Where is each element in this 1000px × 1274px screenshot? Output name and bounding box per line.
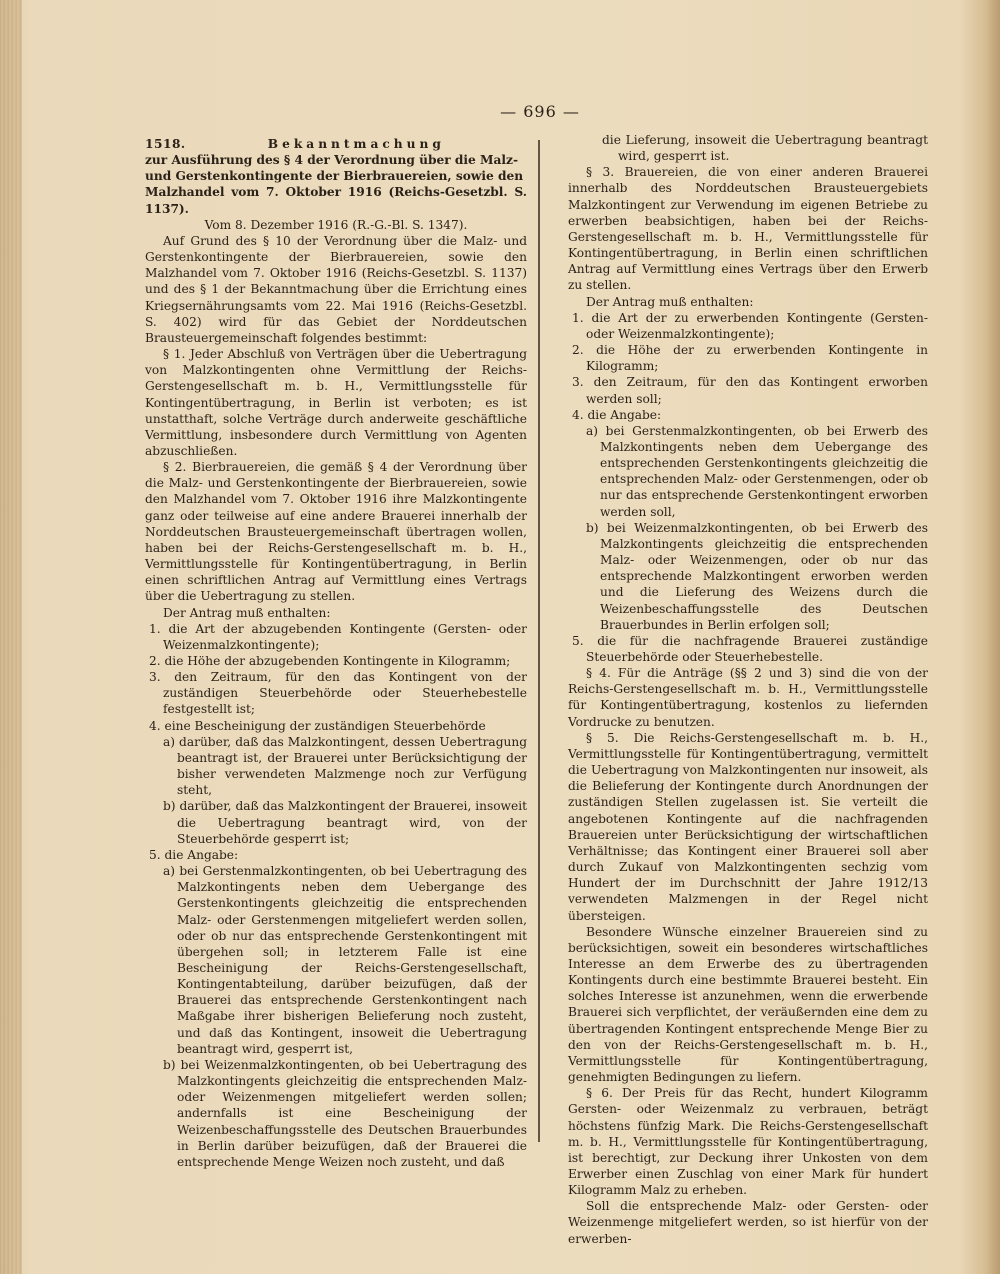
paragraph: 2. die Höhe der abzugebenden Kontingente in Kilogramm; [149, 654, 511, 668]
book-page-edges [0, 0, 22, 1274]
paragraph: b) darüber, daß das Malzkontingent der Brauerei, insoweit die Uebertragung beantragt wird, von der Steuerbehörde gesperrt ist; [163, 799, 527, 846]
paragraph: § 4. Für die Anträge (§§ 2 und 3) sind die von der Reichs-Gerstengesellschaft m. b. H., Vermittlungsstelle für Kontingentübertragung, kostenlos zu liefernden Vordrucke zu benutzen. [568, 666, 928, 729]
paragraph: die Lieferung, insoweit die Uebertragung beantragt wird, gesperrt ist. [602, 133, 928, 164]
heading [145, 136, 527, 152]
paragraph: § 1. Jeder Abschluß von Verträgen über die Uebertragung von Malzkontingenten ohne Vermittlung der Reichs-Gerstengesellschaft m. b. H., Vermittlungsstelle für Kontingentübertragung, in Berlin ist verboten; es ist unstatthaft, solche Verträge durch anderweite geschäftliche Vermittlung, insbesondere durch Vermittlung von Agenten abzuschließen. [145, 347, 527, 458]
heading-number: 1518. [145, 137, 186, 151]
paragraph: Auf Grund des § 10 der Verordnung über die Malz- und Gerstenkontingente der Bierbrauereien, sowie den Malzhandel vom 7. Oktober 1916 (Reichs-Gesetzbl. S. 1137) und des § 1 der Bekanntmachung über die Errichtung eines Kriegsernährungsamts vom 22. Mai 1916 (Reichs-Gesetzbl. S. 402) wird für das Gebiet der Norddeutschen Brausteuergemeinschaft folgendes bestimmt: [145, 233, 527, 345]
paragraph: § 5. Die Reichs-Gerstengesellschaft m. b. H., Vermittlungsstelle für Kontingentübertragung, vermittelt die Uebertragung von Malzkontingenten nur insoweit, als die Belieferung der Kontingente durch Anordnungen der zuständigen Stellen zugelassen ist. Sie verteilt die angebotenen Kontingente auf die nachfragenden Brauereien unter Berücksichtigung der wirtschaftlichen Verhältnisse; das Kontingent einer Brauerei soll aber durch Zukauf von Malzkontingenten sechzig vom Hundert der im Durchschnitt der Jahre 1912/13 verwendeten Malzmengen in der Regel nicht übersteigen. [568, 730, 928, 923]
page-number: — 696 — [500, 102, 580, 121]
right-column [568, 132, 928, 1247]
paragraph: Besondere Wünsche einzelner Brauereien sind zu berücksichtigen, soweit ein besonderes wirtschaftliches Interesse an dem Erwerbe des zu übertragenden Kontingents durch eine bestimmte Brauerei besteht. Ein solches Interesse ist anzunehmen, wenn die erwerbende Brauerei sich verpflichtet, der veräußernden eine dem zu übertragenden Kontingent entsprechende Menge Bier zu den von der Reichs-Gerstengesellschaft m. b. H., Vermittlungsstelle für Kontingentübertragung, genehmigten Bedingungen zu liefern. [568, 924, 928, 1085]
paragraph: 3. den Zeitraum, für den das Kontingent von der zuständigen Steuerbehörde oder Steuerhebestelle festgestellt ist; [149, 670, 527, 717]
left-body [145, 233, 527, 1170]
paragraph: a) bei Gerstenmalzkontingenten, ob bei Uebertragung des Malzkontingents neben dem Uebergange des Gerstenkontingents gleichzeitig die entsprechenden Malz- oder Gerstenmengen mitgeliefert werden sollen, oder ob nur das entsprechende Gerstenkontingent mit übergehen soll; in letzterem Falle ist eine Bescheinigung der Reichs-Gerstengesellschaft, Kontingentabteilung, darüber beizufügen, daß der Brauerei das entsprechende Gerstenkontingent nach Maßgabe ihrer bisherigen Belieferung noch zusteht, und daß das Kontingent, insoweit die Uebertragung beantragt wird, gesperrt ist, [163, 864, 527, 1056]
paragraph: b) bei Weizenmalzkontingenten, ob bei Uebertragung des Malzkontingents gleichzeitig die entsprechenden Malz- oder Weizenmengen mitgeliefert werden sollen; andernfalls ist eine Bescheinigung der Weizenbeschaffungsstelle des Deutschen Brauerbundes in Berlin darüber beizufügen, daß der Brauerei die entsprechende Menge Weizen noch zusteht, und daß [163, 1057, 527, 1169]
subtitle-line: Malzhandel vom 7. Oktober 1916 (Reichs-Gesetzbl. S. 1137). [145, 185, 527, 216]
paragraph: a) darüber, daß das Malzkontingent, dessen Uebertragung beantragt ist, der Brauerei unter Berücksichtigung der bisher verwendeten Malzmenge noch zur Verfügung steht, [163, 734, 527, 798]
paragraph: § 3. Brauereien, die von einer anderen Brauerei innerhalb des Norddeutschen Brausteuergebiets Malzkontingent zur Verwendung im eigenen Betriebe zu erwerben beabsichtigen, haben bei der Reichs-Gerstengesellschaft m. b. H., Vermittlungsstelle für Kontingentübertragung, in Berlin einen schriftlichen Antrag auf Vermittlung eines Vertrags über den Erwerb zu stellen. [568, 165, 928, 293]
paragraph: § 6. Der Preis für das Recht, hundert Kilogramm Gersten- oder Weizenmalz zu verbrauen, beträgt höchstens fünfzig Mark. Die Reichs-Gerstengesellschaft m. b. H., Vermittlungsstelle für Kontingentübertragung, ist berechtigt, zur Deckung ihrer Unkosten von dem Erwerber einen Zuschlag von einer Mark für hundert Kilogramm Malz zu erheben. [568, 1086, 928, 1198]
paragraph: 5. die Angabe: [149, 847, 239, 862]
paragraph: 3. den Zeitraum, für den das Kontingent erworben werden soll; [572, 375, 928, 406]
paragraph: 2. die Höhe der zu erwerbenden Kontingente in Kilogramm; [572, 343, 928, 374]
paragraph: b) bei Weizenmalzkontingenten, ob bei Erwerb des Malzkontingents gleichzeitig die entsprechenden Malz- oder Weizenmengen, oder ob nur das entsprechende Malzkontingent erworben werden und die Lieferung des Weizens durch die Weizenbeschaffungsstelle des Deutschen Brauerbundes in Berlin erfolgen soll; [586, 520, 928, 632]
left-column [145, 136, 527, 1170]
right-body [568, 132, 928, 1247]
column-divider [538, 140, 540, 1142]
subtitle-line: und Gerstenkontingente der Bierbrauereien, sowie den [145, 169, 524, 184]
paragraph: 5. die für die nachfragende Brauerei zuständige Steuerbehörde oder Steuerhebestelle. [572, 633, 928, 664]
paragraph: Der Antrag muß enthalten: [586, 294, 754, 309]
date-line: Vom 8. Dezember 1916 (R.-G.-Bl. S. 1347). [204, 217, 468, 232]
subtitle-line: zur Ausführung des § 4 der Verordnung über die Malz- [145, 153, 519, 168]
paragraph: 4. die Angabe: [572, 407, 662, 422]
paragraph: Der Antrag muß enthalten: [163, 605, 331, 620]
paragraph: 1. die Art der abzugebenden Kontingente (Gersten- oder Weizenmalzkontingente); [149, 621, 527, 652]
paragraph: 1. die Art der zu erwerbenden Kontingente (Gersten- oder Weizenmalzkontingente); [572, 310, 928, 341]
paragraph: § 2. Bierbrauereien, die gemäß § 4 der Verordnung über die Malz- und Gerstenkontingente der Bierbrauereien, sowie den Malzhandel vom 7. Oktober 1916 ihre Malzkontingente ganz oder teilweise auf eine andere Brauerei innerhalb der Norddeutschen Brausteuergemeinschaft übertragen wollen, haben bei der Reichs-Gerstengesellschaft m. b. H., Vermittlungsstelle für Kontingentübertragung, in Berlin einen schriftlichen Antrag auf Vermittlung eines Vertrags über die Uebertragung zu stellen. [145, 460, 527, 604]
paragraph: 4. eine Bescheinigung der zuständigen Steuerbehörde [149, 718, 486, 733]
paragraph: a) bei Gerstenmalzkontingenten, ob bei Erwerb des Malzkontingents neben dem Uebergange des entsprechenden Gerstenkontingents gleichzeitig die entsprechenden Malz- oder Gerstenmengen, oder ob nur das entsprechende Gerstenkontingent erworben werden soll, [586, 423, 928, 519]
paragraph: Soll die entsprechende Malz- oder Gersten- oder Weizenmenge mitgeliefert werden, so ist hierfür von der erwerben- [568, 1199, 928, 1246]
heading-title: Bekanntmachung [267, 137, 445, 151]
